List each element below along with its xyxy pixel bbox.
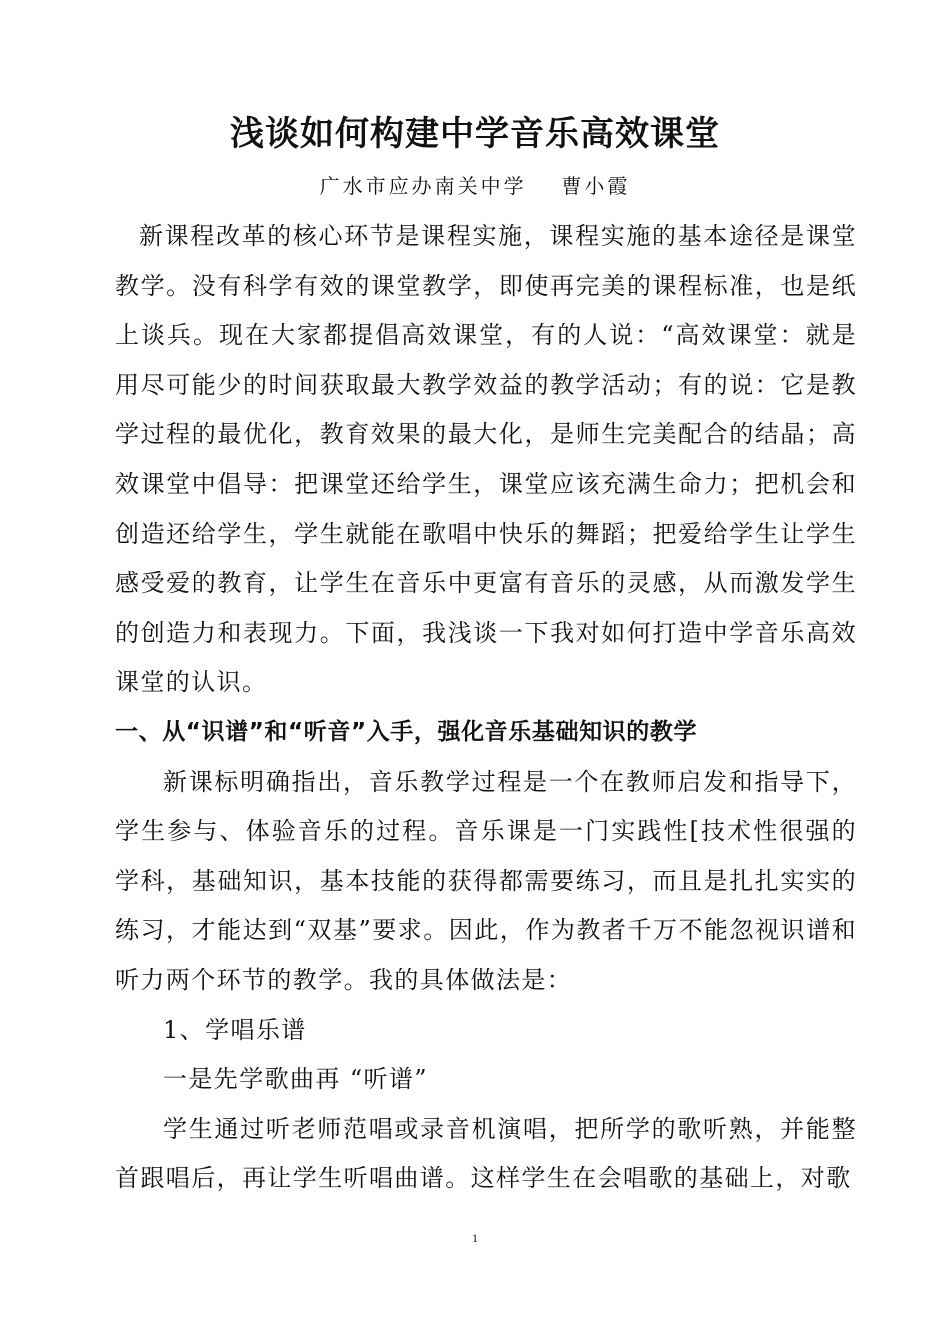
section-heading: 一、从“识谱”和“听音”入手，强化音乐基础知识的教学: [115, 718, 698, 745]
author-byline: 广水市应办南关中学 曹小霞: [319, 174, 631, 198]
intro-paragraph: 新课程改革的核心环节是课程实施，课程实施的基本途径是课堂教学。没有科学有效的课堂教学，即使再完美的课程标准，也是纸上谈兵。现在大家都提倡高效课堂，有的人说：“高效课堂：就是用尽可能少的时间获取最大教学效益的教学活动；有的说：它是教学过程的最优化，教育效果的最大化，是师生完美配合的结晶；高效课堂中倡导：把课堂还给学生，课堂应该充满生命力；把机会和创造还给学生，学生就能在歌唱中快乐的舞蹈；把爱给学生让学生感受爱的教育，让学生在音乐中更富有音乐的灵感，从而激发学生的创造力和表现力。下面，我浅谈一下我对如何打造中学音乐高效课堂的认识。: [115, 222, 857, 697]
document-body: [115, 212, 857, 1204]
document-title: 浅谈如何构建中学音乐高效课堂: [230, 114, 720, 154]
page-number: 1: [472, 1231, 478, 1245]
sub-item-label: 一是先学歌曲再 “听谱”: [163, 1065, 428, 1094]
item-paragraph: 学生通过听老师范唱或录音机演唱，把所学的歌听熟，并能整首跟唱后，再让学生听唱曲谱。这样学生在会唱歌的基础上，对歌: [115, 1114, 857, 1193]
list-item-label: 1、学唱乐谱: [163, 1015, 307, 1044]
section-paragraph: 新课标明确指出，音乐教学过程是一个在教师启发和指导下，学生参与、体验音乐的过程。音乐课是一门实践性[技术性很强的学科，基础知识，基本技能的获得都需要练习，而且是扎扎实实的练习，才能达到“双基”要求。因此，作为教者千万不能忽视识谱和听力两个环节的教学。我的具体做法是：: [115, 767, 857, 994]
